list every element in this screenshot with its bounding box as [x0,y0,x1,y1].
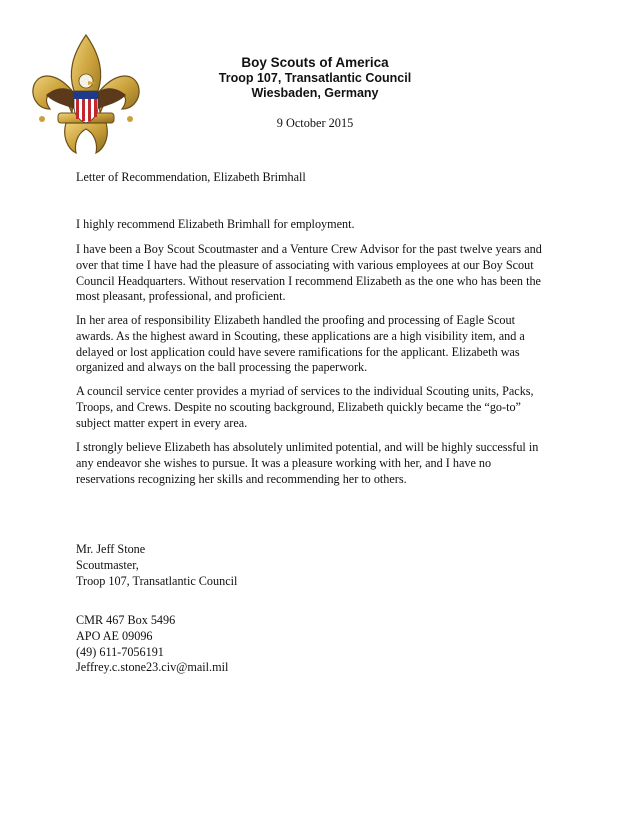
paragraph-4: A council service center provides a myriad of services to the individual Scouting units, Packs, Troops, and Crews. Despite no scouting background, Elizabeth quickly became the “go-to” subject matter expert in every area. [76,384,534,430]
letter-date: 9 October 2015 [276,116,354,130]
contact-block [76,613,566,676]
address-line-1: CMR 467 Box 5496 [76,613,176,627]
signer-name: Mr. Jeff Stone [76,542,146,556]
signer-title: Scoutmaster, [76,557,139,572]
phone-number: (49) 611-7056191 [76,644,164,659]
address-line-2: APO AE 09096 [76,628,153,643]
paragraph-1: I highly recommend Elizabeth Brimhall for employment. [76,217,355,231]
paragraph-2: I have been a Boy Scout Scoutmaster and a Venture Crew Advisor for the past twelve years and over that time I have had the pleasure of associating with various employees at our Boy Scout Council Headquarters. Without reservation I recommend Elizabeth as the one who has been the most pleasant, professional, and proficient. [76,242,542,304]
paragraph-5: I strongly believe Elizabeth has absolutely unlimited potential, and will be highly successful in any endeavor she wishes to pursue. It was a pleasure working with her, and I have no reservations recognizing her skills and recommending her to others. [76,440,539,486]
paragraph-3: In her area of responsibility Elizabeth handled the proofing and processing of Eagle Scout awards. As the highest award in Scouting, these applications are a high visibility item, and a delayed or lost application could have severe ramifications for the applicant. Elizabeth was organized and always on the ball processing the paperwork. [76,313,525,375]
bsa-emblem-logo [28,33,144,159]
troop-name: Troop 107, Transatlantic Council [218,71,412,85]
signature-block [76,542,566,589]
org-name: Boy Scouts of America [241,55,389,70]
letterhead [140,54,490,101]
signer-unit: Troop 107, Transatlantic Council [76,573,238,588]
fleur-de-lis-icon [28,33,144,159]
letter-subject: Letter of Recommendation, Elizabeth Brimhall [76,170,306,184]
email-address: Jeffrey.c.stone23.civ@mail.mil [76,660,229,675]
location: Wiesbaden, Germany [251,86,379,100]
